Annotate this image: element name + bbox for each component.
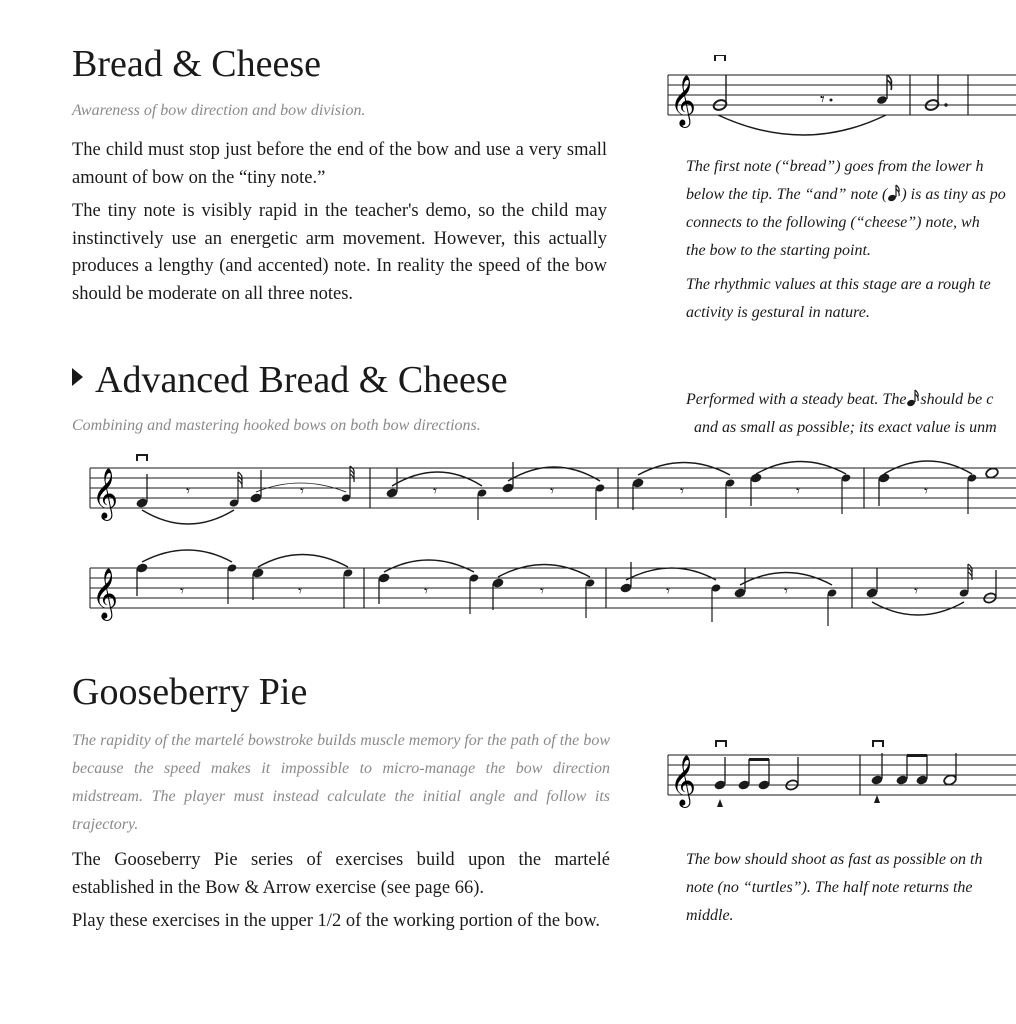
caption-line: note (no “turtles”). The half note returns the xyxy=(686,879,973,896)
advanced-title-text: Advanced Bread & Cheese xyxy=(95,359,508,401)
caption-line: activity is gestural in nature. xyxy=(686,304,870,321)
advanced-subtitle: Combining and mastering hooked bows on both bow directions. xyxy=(72,417,481,434)
rest-icon: 𝄾 xyxy=(924,482,928,500)
caption-line: The bow should shoot as fast as possible on th xyxy=(686,851,983,868)
advanced-note xyxy=(686,388,997,444)
bread-cheese-paragraph-1: The child must stop just before the end of the bow and use a very small amount of bow on the “tiny note.” xyxy=(72,140,607,188)
sixteenth-note-icon xyxy=(887,184,901,202)
rest-icon: 𝄾 xyxy=(540,582,544,600)
rest-icon: 𝄾 xyxy=(424,582,428,600)
gooseberry-paragraph-2: Play these exercises in the upper 1/2 of the working portion of the bow. xyxy=(72,911,600,931)
triangle-right-icon xyxy=(72,368,83,386)
caption-line xyxy=(686,388,997,412)
caption-line: and as small as possible; its exact value is unm xyxy=(694,419,997,436)
gooseberry-title: Gooseberry Pie xyxy=(72,671,308,713)
caption-line xyxy=(686,183,1006,207)
caption-line: the bow to the starting point. xyxy=(686,242,871,259)
rest-icon: 𝄾 xyxy=(300,482,304,500)
advanced-title xyxy=(72,358,508,402)
bread-cheese-title: Bread & Cheese xyxy=(72,43,322,85)
treble-clef-icon: 𝄞 xyxy=(92,568,119,619)
caption-text: Performed with a steady beat. The xyxy=(686,391,907,408)
rest-icon: 𝄾 xyxy=(186,482,190,500)
gooseberry-paragraph-1: The Gooseberry Pie series of exercises build upon the martelé established in the Bow & Arrow exercise (see page 66). xyxy=(72,850,610,898)
rest-icon: 𝄾 xyxy=(914,582,918,600)
advanced-staff-1 xyxy=(88,448,1016,538)
bread-cheese-staff xyxy=(664,55,1016,140)
gooseberry-body xyxy=(72,847,610,942)
caption-text: below the tip. The “and” note ( xyxy=(686,186,888,203)
caption-line: The rhythmic values at this stage are a rough te xyxy=(686,276,991,293)
caption-line: connects to the following (“cheese”) note, wh xyxy=(686,214,980,231)
caption-line: The first note (“bread”) goes from the lower h xyxy=(686,158,984,175)
slur xyxy=(718,115,886,135)
down-bow-icon xyxy=(715,55,725,61)
caption-text: should be c xyxy=(920,391,994,408)
down-bow-icon xyxy=(716,741,726,747)
bread-cheese-subtitle: Awareness of bow direction and bow division. xyxy=(72,102,366,119)
caption-text: ) is as tiny as po xyxy=(901,186,1006,203)
bread-cheese-body xyxy=(72,137,607,314)
treble-clef-icon: 𝄞 xyxy=(670,755,697,806)
rest-icon: 𝄾 xyxy=(433,482,437,500)
bread-cheese-paragraph-2: The tiny note is visibly rapid in the teacher's demo, so the child may instinctively use an energetic arm movement. However, this actually produces a lengthy (and accented) note. In reality the speed of the bow should be moderate on all three notes. xyxy=(72,201,607,304)
gooseberry-staff xyxy=(664,725,1016,815)
caption-line: middle. xyxy=(686,907,734,924)
down-bow-icon xyxy=(137,455,147,461)
eighth-rest-icon: 𝄾 xyxy=(820,89,825,110)
rest-icon: 𝄾 xyxy=(680,482,684,500)
treble-clef-icon: 𝄞 xyxy=(670,75,697,126)
bread-cheese-caption xyxy=(686,155,1006,329)
rest-icon: 𝄾 xyxy=(796,482,800,500)
accent-icon xyxy=(717,799,723,807)
advanced-staff-2 xyxy=(88,538,1016,638)
accent-icon xyxy=(874,795,880,803)
gooseberry-caption xyxy=(686,848,982,932)
rest-icon: 𝄾 xyxy=(550,482,554,500)
rest-icon: 𝄾 xyxy=(666,582,670,600)
rest-icon: 𝄾 xyxy=(298,582,302,600)
rest-icon: 𝄾 xyxy=(784,582,788,600)
sixteenth-note-icon xyxy=(876,95,888,105)
rest-icon: 𝄾 xyxy=(180,582,184,600)
down-bow-icon xyxy=(873,741,883,747)
sixteenth-note-icon xyxy=(906,389,920,407)
gooseberry-subtitle: The rapidity of the martelé bowstroke builds muscle memory for the path of the bow because the speed makes it impossible to micro-manage the bow direction midstream. The player must instead calculate the initial angle and follow its trajectory. xyxy=(72,732,610,833)
treble-clef-icon: 𝄞 xyxy=(92,468,119,519)
